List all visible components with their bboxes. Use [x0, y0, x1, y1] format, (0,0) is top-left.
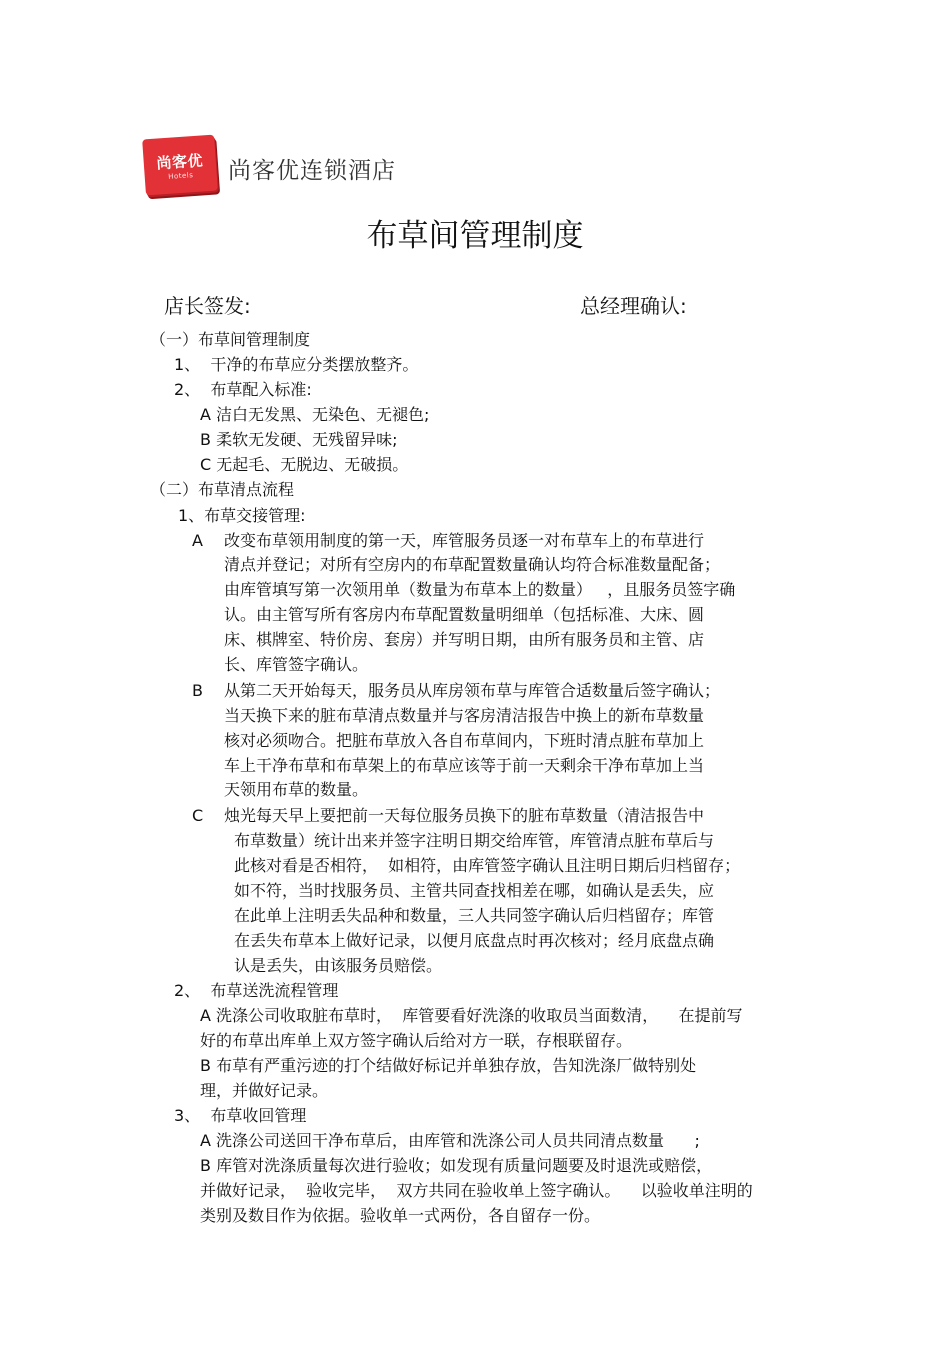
hotel-name: 尚客优连锁酒店 — [228, 158, 396, 184]
body-line: 认是丢失，由该服务员赔偿。 — [234, 956, 443, 975]
body-line: 长、库管签字确认。 — [224, 655, 369, 674]
body-line: B 布草有严重污迹的打个结做好标记并单独存放，告知洗涤厂做特别处 — [200, 1056, 697, 1075]
item-marker: B — [192, 681, 203, 700]
body-line: 此核对看是否相符， 如相符，由库管签字确认且注明日期后归档留存； — [234, 856, 741, 875]
body-line: 当天换下来的脏布草清点数量并与客房清洁报告中换上的新布草数量 — [224, 706, 705, 725]
body-line: B 柔软无发硬、无残留异味; — [200, 430, 398, 449]
hotel-logo — [142, 135, 218, 196]
logo-text: 尚客优 — [155, 151, 204, 173]
body-line: 布草数量）统计出来并签字注明日期交给库管，库管清点脏布草后与 — [234, 831, 715, 850]
body-line: 改变布草领用制度的第一天，库管服务员逐一对布草车上的布草进行 — [224, 531, 705, 550]
item-marker: A — [192, 531, 203, 550]
body-line: B 库管对洗涤质量每次进行验收；如发现有质量问题要及时退洗或赔偿， — [200, 1156, 713, 1175]
body-line: 2、 布草送洗流程管理 — [174, 981, 339, 1000]
body-line: 在丢失布草本上做好记录，以便月底盘点时再次核对；经月底盘点确 — [234, 931, 715, 950]
store-manager-signature-label: 店长签发: — [164, 294, 251, 318]
item-marker: C — [192, 806, 204, 825]
body-line: 理，并做好记录。 — [200, 1081, 329, 1100]
body-line: 烛光每天早上要把前一天每位服务员换下的脏布草数量（清洁报告中 — [224, 806, 705, 825]
general-manager-signature-label: 总经理确认: — [580, 294, 687, 318]
body-line: 2、 布草配入标准: — [174, 380, 312, 399]
body-line: 由库管填写第一次领用单（数量为布草本上的数量） ，且服务员签字确 — [224, 580, 736, 599]
body-line: 1、 干净的布草应分类摆放整齐。 — [174, 355, 419, 374]
body-line: 从第二天开始每天，服务员从库房领布草与库管合适数量后签字确认； — [224, 681, 721, 700]
body-line: 3、 布草收回管理 — [174, 1106, 307, 1125]
body-line: 车上干净布草和布草架上的布草应该等于前一天剩余干净布草加上当 — [224, 756, 705, 775]
body-line: A 洗涤公司送回干净布草后，由库管和洗涤公司人员共同清点数量 ; — [200, 1131, 700, 1150]
body-line: A 洗涤公司收取脏布草时， 库管要看好洗涤的收取员当面数清， 在提前写 — [200, 1006, 743, 1025]
body-line: 核对必须吻合。把脏布草放入各自布草间内，下班时清点脏布草加上 — [224, 731, 705, 750]
body-line: 好的布草出库单上双方签字确认后给对方一联，存根联留存。 — [200, 1031, 633, 1050]
body-line: 床、棋牌室、特价房、套房）并写明日期，由所有服务员和主管、店 — [224, 630, 705, 649]
body-line: 天领用布草的数量。 — [224, 780, 369, 799]
body-line: 如不符，当时找服务员、主管共同查找相差在哪，如确认是丢失，应 — [234, 881, 715, 900]
body-line: 1、布草交接管理: — [178, 506, 306, 525]
body-line: 类别及数目作为依据。验收单一式两份，各自留存一份。 — [200, 1206, 601, 1225]
body-line: 清点并登记；对所有空房内的布草配置数量确认均符合标准数量配备； — [224, 555, 721, 574]
section-heading-1: （一）布草间管理制度 — [150, 330, 311, 349]
body-line: A 洁白无发黑、无染色、无褪色; — [200, 405, 430, 424]
body-line: C 无起毛、无脱边、无破损。 — [200, 455, 409, 474]
logo-subtext: Hotels — [167, 171, 194, 181]
document-title: 布草间管理制度 — [366, 218, 584, 254]
body-line: 并做好记录， 验收完毕， 双方共同在验收单上签字确认。 以验收单注明的 — [200, 1181, 753, 1200]
body-line: 认。由主管写所有客房内布草配置数量明细单（包括标准、大床、圆 — [224, 605, 705, 624]
section-heading-2: （二）布草清点流程 — [150, 480, 295, 499]
body-line: 在此单上注明丢失品种和数量，三人共同签字确认后归档留存；库管 — [234, 906, 715, 925]
